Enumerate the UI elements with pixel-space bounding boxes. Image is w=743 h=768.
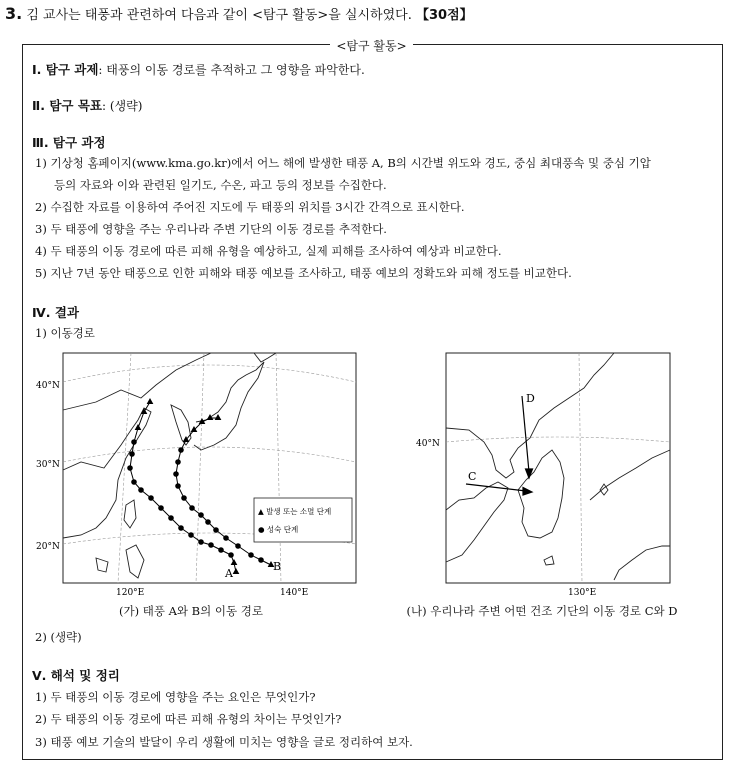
section-4-label: Ⅳ. 결과 xyxy=(32,305,79,320)
lon-label-120: 120°E xyxy=(116,588,145,598)
legend-circle: ● 성숙 단계 xyxy=(258,525,299,534)
interpret-item-3: 3) 태풍 예보 기술의 발달이 우리 생활에 미치는 영향을 글로 정리하여 보자. xyxy=(35,735,413,749)
section-2-label: Ⅱ. 탐구 목표 xyxy=(32,98,102,113)
process-item-5: 5) 지난 7년 동안 태풍으로 인한 피해와 태풍 예보를 조사하고, 태풍 예보의 정확도와 피해 정도를 비교한다. xyxy=(35,266,572,280)
legend-triangle: ▲ 발생 또는 소멸 단계 xyxy=(258,507,332,516)
section-1 xyxy=(32,60,365,78)
lat-label-40: 40°N xyxy=(36,381,60,391)
map-na-caption: (나) 우리나라 주변 어떤 건조 기단의 이동 경로 C와 D xyxy=(406,604,678,618)
process-item-4: 4) 두 태풍의 이동 경로에 따른 피해 유형을 예상하고, 실제 피해를 조사하여 예상과 비교한다. xyxy=(35,244,502,258)
air-mass-d-label: D xyxy=(526,392,535,405)
interpret-item-2: 2) 두 태풍의 이동 경로에 따른 피해 유형의 차이는 무엇인가? xyxy=(35,712,342,726)
na-lat-label-40: 40°N xyxy=(416,439,440,449)
map-ga xyxy=(26,350,360,600)
section-1-label: Ⅰ. 탐구 과제 xyxy=(32,62,99,77)
process-item-3: 3) 두 태풍에 영향을 주는 우리나라 주변 기단의 이동 경로를 추적한다. xyxy=(35,222,387,236)
process-item-1-cont: 등의 자료와 이와 관련된 일기도, 수온, 파고 등의 정보를 수집한다. xyxy=(54,178,387,192)
process-item-1: 1) 기상청 홈페이지(www.kma.go.kr)에서 어느 해에 발생한 태풍 A, B의 시간별 위도와 경도, 중심 최대풍속 및 중심 기압 xyxy=(35,156,651,170)
process-item-2: 2) 수집한 자료를 이용하여 주어진 지도에 두 태풍의 위치를 3시간 간격으로 표시한다. xyxy=(35,200,465,214)
question-number: 3. xyxy=(5,4,23,23)
typhoon-a-label: A xyxy=(225,567,233,580)
map-na xyxy=(414,350,674,600)
question-text: 김 교사는 태풍과 관련하여 다음과 같이 <탐구 활동>을 실시하였다. xyxy=(26,8,412,23)
section-5-label: Ⅴ. 해석 및 정리 xyxy=(32,668,120,683)
section-1-text: : 태풍의 이동 경로를 추적하고 그 영향을 파악한다. xyxy=(98,63,365,77)
question-points: 【30점】 xyxy=(416,8,473,23)
lat-label-20: 20°N xyxy=(36,542,60,552)
map-ga-caption: (가) 태풍 A와 B의 이동 경로 xyxy=(119,604,263,618)
question-header xyxy=(5,4,473,23)
lat-label-30: 30°N xyxy=(36,460,60,470)
activity-box-title: <탐구 활동> xyxy=(0,37,743,54)
typhoon-b-label: B xyxy=(273,560,282,573)
section-2 xyxy=(32,96,142,114)
air-mass-c-label: C xyxy=(468,470,477,483)
result-sub-1: 1) 이동경로 xyxy=(35,326,95,340)
interpret-item-1: 1) 두 태풍의 이동 경로에 영향을 주는 요인은 무엇인가? xyxy=(35,690,316,704)
map-ga-legend xyxy=(254,498,352,542)
section-3-label: Ⅲ. 탐구 과정 xyxy=(32,135,106,150)
result-sub-2: 2) (생략) xyxy=(35,630,82,644)
na-lon-label-130: 130°E xyxy=(568,588,597,598)
section-2-text: : (생략) xyxy=(102,99,143,113)
lon-label-140: 140°E xyxy=(280,588,309,598)
